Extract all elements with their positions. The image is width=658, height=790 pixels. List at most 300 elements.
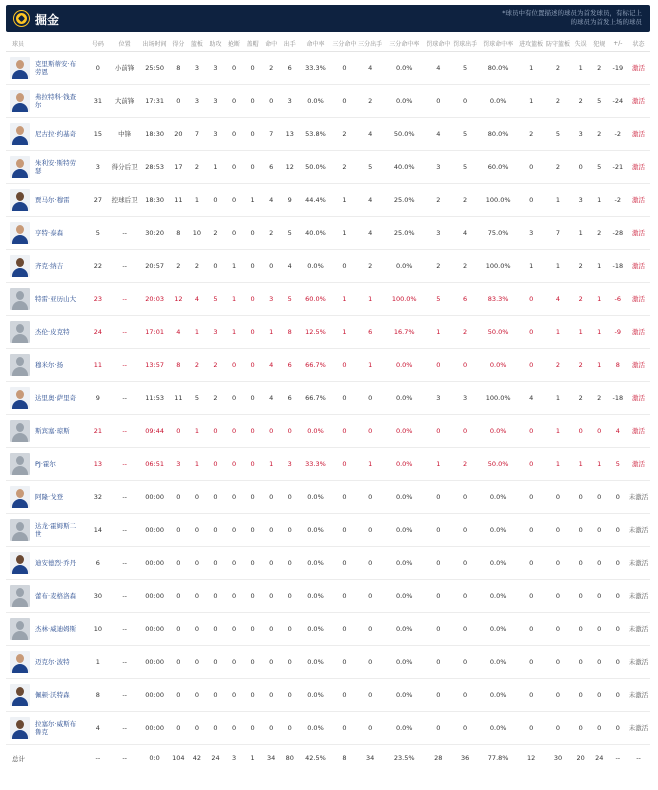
player-name-link[interactable]: 克里斯蒂安·布劳恩 [35, 59, 77, 76]
player-name-link[interactable]: 亨特·泰森 [35, 228, 64, 237]
player-cell[interactable] [6, 513, 87, 546]
stat-stl: 0 [225, 414, 244, 447]
player-row[interactable] [6, 282, 650, 315]
stat-tpm: 0 [332, 711, 357, 744]
stat-ftp: 75.0% [479, 216, 518, 249]
stat-pts: 0 [169, 645, 188, 678]
stat-pos: -- [109, 645, 140, 678]
player-name-link[interactable]: 朱利安·斯特劳瑟 [35, 158, 77, 175]
stat-fgm: 2 [262, 216, 281, 249]
stat-reb: 2 [188, 348, 207, 381]
stat-tpm: 0 [332, 645, 357, 678]
stat-pts: 0 [169, 612, 188, 645]
player-avatar[interactable] [10, 387, 30, 409]
player-avatar[interactable] [10, 57, 30, 79]
player-avatar[interactable] [10, 222, 30, 244]
stat-tpp: 25.0% [384, 216, 425, 249]
stat-fta: 5 [452, 51, 479, 84]
column-header: 进攻篮板 [518, 36, 545, 51]
stat-num: 5 [87, 216, 110, 249]
stat-tpm: 0 [332, 612, 357, 645]
player-row[interactable] [6, 117, 650, 150]
stat-fga: 9 [280, 183, 299, 216]
player-row[interactable] [6, 480, 650, 513]
player-cell[interactable] [6, 282, 87, 315]
stat-pts: 8 [169, 216, 188, 249]
stat-ast: 3 [206, 84, 225, 117]
stat-num: 6 [87, 546, 110, 579]
stat-status: 未激活 [627, 513, 650, 546]
player-avatar[interactable] [10, 519, 30, 541]
stat-tov: 0 [571, 414, 590, 447]
player-name-link[interactable]: 佩顿·沃特森 [35, 690, 70, 699]
player-cell[interactable] [6, 645, 87, 678]
stat-blk: 0 [243, 117, 262, 150]
stat-min: 17:01 [140, 315, 169, 348]
stat-pts: 8 [169, 51, 188, 84]
stat-oreb: 0 [518, 447, 545, 480]
stat-pos: -- [109, 711, 140, 744]
player-name-link[interactable]: 迪安德烈·乔丹 [35, 558, 77, 567]
stat-blk: 0 [243, 612, 262, 645]
stat-fga: 5 [280, 216, 299, 249]
stat-fgm: 0 [262, 711, 281, 744]
stat-pf: 0 [590, 711, 609, 744]
stat-pf: 5 [590, 84, 609, 117]
stat-dreb: 0 [545, 513, 572, 546]
stat-tov: 0 [571, 546, 590, 579]
stat-tpp: 0.0% [384, 513, 425, 546]
player-avatar[interactable] [10, 354, 30, 376]
player-cell[interactable] [6, 612, 87, 645]
stat-reb: 1 [188, 414, 207, 447]
stat-num: 4 [87, 711, 110, 744]
stat-pts: 0 [169, 480, 188, 513]
stat-pm: 0 [609, 678, 628, 711]
player-row[interactable] [6, 249, 650, 282]
column-header: 罚球命中 [425, 36, 452, 51]
stat-fgm: 0 [262, 612, 281, 645]
stat-tpm: 1 [332, 216, 357, 249]
player-name-link[interactable]: PJ·霍尔 [35, 459, 56, 468]
stat-tpa: 6 [357, 315, 384, 348]
stat-reb: 0 [188, 711, 207, 744]
stat-pm: 0 [609, 480, 628, 513]
stat-ftm: 0 [425, 678, 452, 711]
stat-fgm: 7 [262, 117, 281, 150]
stat-ftm: 0 [425, 579, 452, 612]
stat-ast: 0 [206, 678, 225, 711]
player-row[interactable] [6, 51, 650, 84]
stat-pf: 0 [590, 678, 609, 711]
stat-min: 20:57 [140, 249, 169, 282]
column-header: 防守篮板 [545, 36, 572, 51]
player-name-link[interactable]: 达里奥·萨里奇 [35, 393, 77, 402]
stat-stl: 1 [225, 249, 244, 282]
stat-min: 00:00 [140, 612, 169, 645]
stat-reb: 0 [188, 480, 207, 513]
player-cell[interactable] [6, 216, 87, 249]
stat-num: 8 [87, 678, 110, 711]
stat-fgp: 12.5% [299, 315, 332, 348]
player-name-link[interactable]: 阿隆·戈登 [35, 492, 64, 501]
player-avatar[interactable] [10, 123, 30, 145]
stat-dreb: 0 [545, 480, 572, 513]
stat-tpm: 0 [332, 546, 357, 579]
player-avatar[interactable] [10, 453, 30, 475]
total-fta: 36 [460, 754, 470, 763]
player-cell[interactable] [6, 546, 87, 579]
stat-tov: 3 [571, 183, 590, 216]
player-avatar[interactable] [10, 651, 30, 673]
stat-fga: 0 [280, 711, 299, 744]
stat-num: 24 [87, 315, 110, 348]
stat-pm: 0 [609, 612, 628, 645]
stat-fgm: 4 [262, 381, 281, 414]
stat-ftm: 0 [425, 480, 452, 513]
stat-tov: 1 [571, 216, 590, 249]
stat-stl: 0 [225, 480, 244, 513]
stat-fga: 6 [280, 381, 299, 414]
stat-ftp: 0.0% [479, 513, 518, 546]
stat-min: 00:00 [140, 678, 169, 711]
player-cell[interactable] [6, 579, 87, 612]
stat-fgp: 0.0% [299, 678, 332, 711]
player-name-link[interactable]: 斯宾塞·琼斯 [35, 426, 70, 435]
player-name-link[interactable]: 弗拉特科·钱查尔 [35, 92, 77, 109]
player-row[interactable] [6, 150, 650, 183]
totals-row [6, 744, 650, 772]
player-cell[interactable] [6, 711, 87, 744]
stat-ftm: 0 [425, 84, 452, 117]
player-row[interactable] [6, 579, 650, 612]
stat-fta: 0 [452, 546, 479, 579]
player-avatar[interactable] [10, 717, 30, 739]
total-dreb: 30 [553, 754, 563, 763]
stat-num: 27 [87, 183, 110, 216]
player-row[interactable] [6, 546, 650, 579]
column-header: 犯规 [590, 36, 609, 51]
player-name-link[interactable]: 迈克尔·波特 [35, 657, 70, 666]
player-name-link[interactable]: 达龙·霍姆斯二世 [35, 521, 77, 538]
team-logo-icon [14, 11, 29, 26]
stat-tpm: 1 [332, 282, 357, 315]
stat-min: 00:00 [140, 645, 169, 678]
stat-ast: 0 [206, 249, 225, 282]
stat-dreb: 1 [545, 249, 572, 282]
stat-fgm: 4 [262, 348, 281, 381]
player-cell[interactable] [6, 480, 87, 513]
column-header: 命中 [262, 36, 281, 51]
stat-fga: 6 [280, 51, 299, 84]
stat-ast: 0 [206, 612, 225, 645]
player-cell[interactable] [6, 249, 87, 282]
stat-ftm: 3 [425, 216, 452, 249]
player-name-link[interactable]: 贾马尔·穆雷 [35, 195, 70, 204]
player-row[interactable] [6, 381, 650, 414]
stat-stl: 0 [225, 348, 244, 381]
stat-reb: 0 [188, 645, 207, 678]
player-cell[interactable] [6, 315, 87, 348]
stat-fga: 0 [280, 612, 299, 645]
stat-tov: 2 [571, 381, 590, 414]
stat-tov: 0 [571, 513, 590, 546]
player-row[interactable] [6, 678, 650, 711]
player-cell[interactable] [6, 51, 87, 84]
stat-min: 00:00 [140, 711, 169, 744]
stat-pts: 0 [169, 414, 188, 447]
player-row[interactable] [6, 183, 650, 216]
stat-ast: 0 [206, 645, 225, 678]
stat-fgp: 0.0% [299, 612, 332, 645]
column-header: 罚球命中率 [479, 36, 518, 51]
stat-min: 11:53 [140, 381, 169, 414]
stat-pts: 17 [169, 150, 188, 183]
stat-ast: 0 [206, 513, 225, 546]
stat-pos: -- [109, 216, 140, 249]
boxscore-panel [6, 5, 650, 772]
stat-fgp: 44.4% [299, 183, 332, 216]
stat-ast: 2 [206, 381, 225, 414]
stat-status: 激活 [627, 150, 650, 183]
stat-fta: 2 [452, 183, 479, 216]
player-avatar[interactable] [10, 552, 30, 574]
player-row[interactable] [6, 414, 650, 447]
stat-blk: 0 [243, 414, 262, 447]
stat-status: 未激活 [627, 546, 650, 579]
stat-pts: 3 [169, 447, 188, 480]
player-name-link[interactable]: 齐克·纳吉 [35, 261, 64, 270]
stat-num: 13 [87, 447, 110, 480]
player-row[interactable] [6, 645, 650, 678]
stat-fga: 0 [280, 480, 299, 513]
stat-fgm: 1 [262, 315, 281, 348]
stat-fgp: 0.0% [299, 579, 332, 612]
stat-num: 31 [87, 84, 110, 117]
total-fgm: 34 [267, 754, 276, 763]
stat-ast: 0 [206, 579, 225, 612]
total-tpm: 8 [342, 754, 347, 763]
stat-tpa: 0 [357, 612, 384, 645]
stat-ftp: 0.0% [479, 480, 518, 513]
stat-num: 10 [87, 612, 110, 645]
stat-stl: 0 [225, 579, 244, 612]
stat-reb: 4 [188, 282, 207, 315]
team-name: 掘金 [35, 13, 60, 27]
stat-ast: 5 [206, 282, 225, 315]
stat-ftm: 2 [425, 183, 452, 216]
player-cell[interactable] [6, 150, 87, 183]
stat-ftm: 0 [425, 711, 452, 744]
stat-oreb: 0 [518, 711, 545, 744]
stat-ftm: 0 [425, 513, 452, 546]
stat-status: 激活 [627, 216, 650, 249]
stat-dreb: 2 [545, 51, 572, 84]
stat-status: 激活 [627, 282, 650, 315]
player-cell[interactable] [6, 678, 87, 711]
stat-pts: 0 [169, 84, 188, 117]
total-blk: 1 [250, 754, 255, 763]
player-avatar[interactable] [10, 288, 30, 310]
stat-stl: 0 [225, 117, 244, 150]
player-cell[interactable] [6, 84, 87, 117]
stat-blk: 0 [243, 711, 262, 744]
player-avatar[interactable] [10, 486, 30, 508]
stat-pm: 0 [609, 579, 628, 612]
stat-status: 激活 [627, 117, 650, 150]
stat-tpp: 0.0% [384, 645, 425, 678]
stat-fga: 0 [280, 546, 299, 579]
stat-fta: 0 [452, 711, 479, 744]
stat-dreb: 1 [545, 447, 572, 480]
stat-num: 15 [87, 117, 110, 150]
player-avatar[interactable] [10, 618, 30, 640]
stat-pm: -18 [609, 381, 628, 414]
column-header: 命中率 [299, 36, 332, 51]
stat-fga: 0 [280, 414, 299, 447]
stat-pos: -- [109, 447, 140, 480]
total-tov: 20 [576, 754, 585, 763]
stat-fga: 3 [280, 84, 299, 117]
stat-fga: 3 [280, 447, 299, 480]
player-avatar[interactable] [10, 321, 30, 343]
total-stl: 3 [231, 754, 237, 763]
player-cell[interactable] [6, 348, 87, 381]
stat-fga: 0 [280, 513, 299, 546]
player-name-link[interactable]: 特雷·亚历山大 [35, 294, 77, 303]
player-row[interactable] [6, 315, 650, 348]
stat-pf: 1 [590, 315, 609, 348]
stat-ftm: 1 [425, 447, 452, 480]
stat-dreb: 0 [545, 678, 572, 711]
stat-tpp: 0.0% [384, 414, 425, 447]
stat-ast: 3 [206, 315, 225, 348]
player-name-link[interactable]: 蕾布·麦格洛森 [35, 591, 77, 600]
player-avatar[interactable] [10, 684, 30, 706]
stat-ast: 0 [206, 480, 225, 513]
stat-min: 25:50 [140, 51, 169, 84]
stat-pos: -- [109, 249, 140, 282]
stat-tov: 1 [571, 315, 590, 348]
player-cell[interactable] [6, 117, 87, 150]
player-cell[interactable] [6, 381, 87, 414]
stat-tpa: 0 [357, 513, 384, 546]
player-row[interactable] [6, 612, 650, 645]
stat-fgm: 2 [262, 51, 281, 84]
player-row[interactable] [6, 348, 650, 381]
player-avatar[interactable] [10, 255, 30, 277]
player-name-link[interactable]: 尼古拉·约基奇 [35, 129, 77, 138]
column-header: 出场时间 [140, 36, 169, 51]
player-name-link[interactable]: 杰林·威迪姆斯 [35, 624, 77, 633]
stat-pm: 0 [609, 711, 628, 744]
stat-blk: 0 [243, 51, 262, 84]
stat-status: 激活 [627, 183, 650, 216]
stat-dreb: 0 [545, 612, 572, 645]
stat-reb: 2 [188, 249, 207, 282]
player-name-link[interactable]: 杰伦·皮克特 [35, 327, 70, 336]
player-avatar[interactable] [10, 90, 30, 112]
table-header-row [6, 36, 650, 51]
stat-fga: 8 [280, 315, 299, 348]
stat-pf: 0 [590, 612, 609, 645]
stat-fgp: 0.0% [299, 645, 332, 678]
stat-ftp: 0.0% [479, 84, 518, 117]
stat-blk: 0 [243, 84, 262, 117]
stat-ftp: 0.0% [479, 612, 518, 645]
stat-pos: -- [109, 282, 140, 315]
player-row[interactable] [6, 84, 650, 117]
stat-stl: 0 [225, 678, 244, 711]
player-cell[interactable] [6, 447, 87, 480]
stat-ast: 1 [206, 150, 225, 183]
stat-ftp: 100.0% [479, 381, 518, 414]
player-avatar[interactable] [10, 156, 30, 178]
stat-tov: 2 [571, 282, 590, 315]
stat-fgp: 0.0% [299, 513, 332, 546]
stat-tov: 3 [571, 117, 590, 150]
stat-ftm: 0 [425, 414, 452, 447]
stat-pos: -- [109, 579, 140, 612]
player-avatar[interactable] [10, 585, 30, 607]
stat-status: 未激活 [627, 480, 650, 513]
stat-fta: 0 [452, 645, 479, 678]
stat-num: 9 [87, 381, 110, 414]
player-name-link[interactable]: 拉塞尔·威斯布鲁克 [35, 719, 77, 736]
stat-tpm: 0 [332, 414, 357, 447]
player-row[interactable] [6, 216, 650, 249]
stat-stl: 0 [225, 381, 244, 414]
player-cell[interactable] [6, 183, 87, 216]
stat-oreb: 0 [518, 414, 545, 447]
stat-pf: 1 [590, 348, 609, 381]
player-name-link[interactable]: 穆米尔·扬 [35, 360, 64, 369]
stat-oreb: 1 [518, 249, 545, 282]
stat-min: 18:30 [140, 183, 169, 216]
stat-status: 未激活 [627, 645, 650, 678]
stat-fta: 0 [452, 513, 479, 546]
stat-min: 00:00 [140, 480, 169, 513]
column-header: 失误 [571, 36, 590, 51]
stat-oreb: 0 [518, 480, 545, 513]
stat-num: 0 [87, 51, 110, 84]
stat-num: 3 [87, 150, 110, 183]
stat-tpp: 50.0% [384, 117, 425, 150]
player-cell[interactable] [6, 414, 87, 447]
player-row[interactable] [6, 447, 650, 480]
stat-blk: 0 [243, 579, 262, 612]
stat-fga: 0 [280, 678, 299, 711]
player-row[interactable] [6, 711, 650, 744]
stat-fta: 0 [452, 414, 479, 447]
stat-fta: 0 [452, 84, 479, 117]
stat-pf: 0 [590, 645, 609, 678]
stat-pos: -- [109, 612, 140, 645]
stat-pm: 5 [609, 447, 628, 480]
player-avatar[interactable] [10, 420, 30, 442]
totals-label: 总计 [12, 754, 25, 763]
stat-dreb: 2 [545, 84, 572, 117]
stat-tpp: 0.0% [384, 447, 425, 480]
stat-stl: 0 [225, 150, 244, 183]
stat-tpa: 0 [357, 678, 384, 711]
stat-tpp: 100.0% [384, 282, 425, 315]
stat-tpp: 16.7% [384, 315, 425, 348]
player-avatar[interactable] [10, 189, 30, 211]
stat-pf: 5 [590, 150, 609, 183]
player-row[interactable] [6, 513, 650, 546]
stat-tpm: 2 [332, 117, 357, 150]
